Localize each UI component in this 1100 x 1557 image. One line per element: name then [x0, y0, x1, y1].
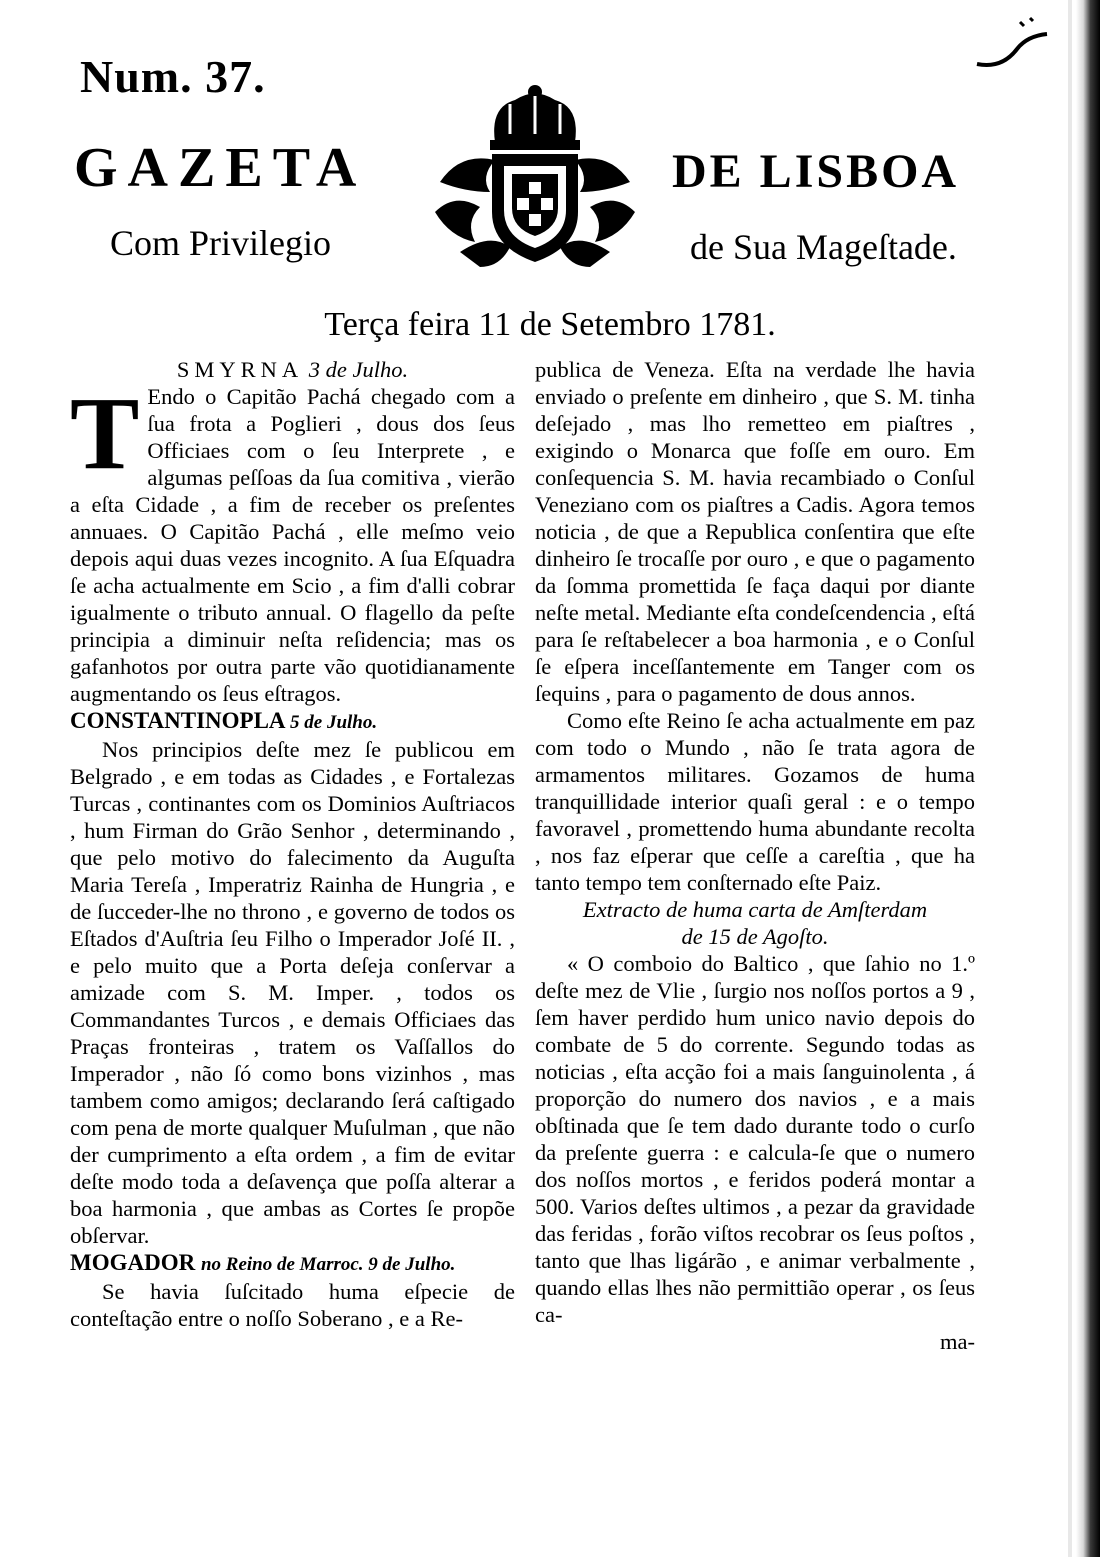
ink-flourish-icon — [972, 14, 1052, 74]
title-left: GAZETA — [74, 137, 367, 199]
extract-heading-date: de 15 de Agoſto. — [681, 924, 829, 949]
peace-article: Como eſte Reino ſe acha actualmente em paz com todo o Mundo , não ſe trata agora de armamentos militares. Gozamos de huma tranquillidade interior quaſi geral : e o tempo favoravel , promettendo huma abundante recolta , nos faz eſperar que ceſſe a careſtia , que ha tanto tempo tem conſternado eſte Paiz. — [535, 708, 975, 895]
extract-heading: Extracto de huma carta de Amſterdam — [582, 897, 928, 922]
issue-date: Terça feira 11 de Setembro 1781. — [324, 306, 776, 343]
drop-cap: T — [70, 376, 140, 491]
constantinopla-article: Nos principios deſte mez ſe publicou em Belgrado , e em todas as Cidades , e Fortalezas Turcas , continantes com os Dominios Auſtriacos , hum Firman do Grão Senhor , determinando , que pelo motivo do falecimento da Auguſta Maria Tereſa , Imperatriz Rainha de Hungria , e de ſucceder-lhe no throno , e governo de todos os Eſtados d'Auſtria ſeu Filho o Imperador Joſé II. , e pelo muito que a Porta deſeja conſervar a amizade com S. M. Imper. , todos os Commandantes Turcos , e demais Officiaes das Praças fronteiras , tratem os Vaſſallos do Imperador , não ſó como bons vizinhos , mas tambem como amigos; declarando ſerá caſtigado com pena de morte qualquer Muſulman , que não der cumprimento a eſta ordem , a fim de evitar deſte modo toda a deſavença que poſſa alterar a boa harmonia , que ambas as Cortes ſe propõe obſervar. — [70, 737, 515, 1248]
constantinopla-heading: CONSTANTINOPLA 5 de Julho. — [70, 708, 378, 733]
title-right: DE LISBOA — [672, 145, 960, 198]
privilege-left: Com Privilegio — [110, 223, 332, 263]
page-edge-highlight — [1068, 0, 1072, 1557]
catchword: ma- — [940, 1329, 975, 1354]
mogador-continuation: publica de Veneza. Eſta na verdade lhe havia enviado o preſente em dinheiro , que S. M. tinha deſejado , mas lho remetteo em piaſtres , exigindo o Monarca que foſſe em ouro. Em conſequencia S. M. havia recambiado o Conſul Veneziano com os piaſtres a Cadis. Agora temos noticia , de que a Republica conſentira que eſte dinheiro ſe trocaſſe por ouro , e que o pagamento da ſomma promettida ſe faça daqui por diante neſte metal. Mediante eſta condeſcendencia , eſtá para ſe reſtabelecer a boa harmonia , e o Conſul ſe eſpera inceſſantemente em Tanger com os ſequins , para o pagamento de dous annos. — [535, 357, 975, 706]
extract-article: « O comboio do Baltico , que ſahio no 1.º deſte mez de Vlie , ſurgio nos noſſos portos a 9 , ſem haver perdido hum unico navio depois do combate de 5 do corrente. Segundo todas as noticias , eſta acção foi a mais ſanguinolenta , á proporção do numero dos navios , e a mais obſtinada que ſe tem dado durante todo o curſo da preſente guerra : e calcula-ſe que o numero dos noſſos mortos , e feridos poderá montar a 500. Varios deſtes ultimos , a pezar da gravidade das feridas , forão viſtos recobrar os ſeus poſtos , tanto que lhas ligárão , e animar verbalmente , quando ellas lhes não permittião operar , os ſeus ca- — [535, 951, 975, 1327]
mogador-heading: MOGADOR no Reino de Marroc. 9 de Julho. — [70, 1250, 456, 1275]
royal-coat-of-arms-icon — [420, 82, 650, 272]
smyrna-article: T Endo o Capitão Pachá chegado com a ſua frota a Poglieri , dous dos ſeus Officiaes com o ſeu Interprete , e algumas peſſoas da ſua comitiva , vierão a eſta Cidade , a fim de receber os preſentes annuaes. O Capitão Pachá , elle meſmo veio depois aqui duas vezes incognito. A ſua Eſquadra ſe acha actualmente em Scio , a fim d'alli cobrar igualmente o tributo annual. O flagello da peſte principia a diminuir neſta reſidencia; mas os gafanhotos por outra parte vão quotidianamente augmentando os ſeus eſtragos. — [70, 376, 515, 706]
issue-number: Num. 37. — [80, 51, 266, 102]
mogador-article: Se havia ſuſcitado huma eſpecie de conteſtação entre o noſſo Soberano , e a Re- — [70, 1279, 515, 1331]
page-edge-shadow — [1076, 0, 1100, 1557]
right-column — [535, 356, 975, 1355]
left-column — [70, 356, 515, 1332]
privilege-right: de Sua Mageſtade. — [690, 227, 957, 267]
smyrna-heading: SMYRNA 3 de Julho. — [176, 357, 409, 382]
